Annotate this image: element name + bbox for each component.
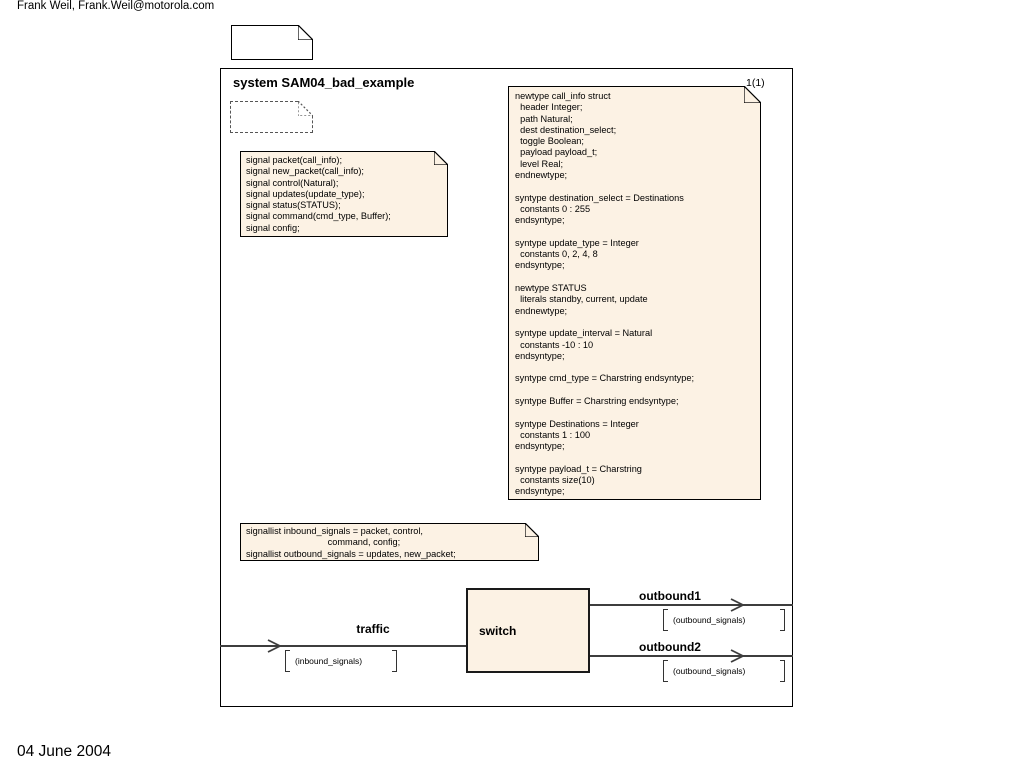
left-bracket-icon bbox=[663, 660, 668, 682]
outbound2-signal-list bbox=[663, 660, 785, 682]
right-bracket-icon bbox=[392, 650, 397, 672]
signal-list-text: (inbound_signals) bbox=[295, 656, 363, 666]
blank-text-symbol bbox=[231, 25, 313, 60]
channel-traffic-label: traffic bbox=[356, 622, 390, 636]
page-number: 1(1) bbox=[746, 77, 765, 89]
author-text: Frank Weil, Frank.Weil@motorola.com bbox=[17, 0, 215, 12]
folded-corner-icon bbox=[434, 151, 448, 165]
traffic-signal-list bbox=[285, 650, 397, 672]
signal-list-text: (outbound_signals) bbox=[673, 615, 746, 625]
diagram-title: system SAM04_bad_example bbox=[233, 75, 415, 90]
slide-date: 04 June 2004 bbox=[17, 743, 111, 760]
channel-outbound2-label: outbound2 bbox=[639, 640, 701, 654]
folded-corner-icon bbox=[298, 25, 313, 40]
left-bracket-icon bbox=[663, 609, 668, 631]
channel-traffic-line bbox=[220, 645, 466, 647]
folded-corner-icon bbox=[298, 101, 313, 116]
right-bracket-icon bbox=[780, 660, 785, 682]
switch-block bbox=[466, 588, 590, 673]
dashed-text-symbol bbox=[230, 101, 313, 133]
folded-corner-icon bbox=[525, 523, 539, 537]
channel-outbound1-label: outbound1 bbox=[639, 589, 701, 603]
left-bracket-icon bbox=[285, 650, 290, 672]
arrowhead-icon bbox=[266, 639, 282, 653]
signal-list-text: (outbound_signals) bbox=[673, 666, 746, 676]
signallist-note: signallist inbound_signals = packet, control, command, config; signallist outbound_signals = updates, new_packet; bbox=[240, 523, 539, 561]
channel-outbound2-line bbox=[590, 655, 793, 657]
right-bracket-icon bbox=[780, 609, 785, 631]
signal-declarations-note: signal packet(call_info); signal new_packet(call_info); signal control(Natural); signal updates(update_type); signal status(STATUS); signal command(cmd_type, Buffer); signal config; bbox=[240, 151, 448, 237]
channel-outbound1-line bbox=[590, 604, 793, 606]
block-label: switch bbox=[479, 623, 517, 638]
outbound1-signal-list bbox=[663, 609, 785, 631]
type-definitions-note: newtype call_info struct header Integer; path Natural; dest destination_select; toggle Boolean; payload payload_t; level Real; endnewtype; syntype destination_select = Destinations constants 0 : 255 endsyntype; syntype update_type = Integer constants 0, 2, 4, 8 endsyntype; newtype STATUS literals standby, current, update endnewtype; syntype update_interval = Natural constants -10 : 10 endsyntype; syntype cmd_type = Charstring endsyntype; syntype Buffer = Charstring endsyntype; syntype Destinations = Integer constants 1 : 100 endsyntype; syntype payload_t = Charstring constants size(10) endsyntype; bbox=[508, 86, 761, 500]
